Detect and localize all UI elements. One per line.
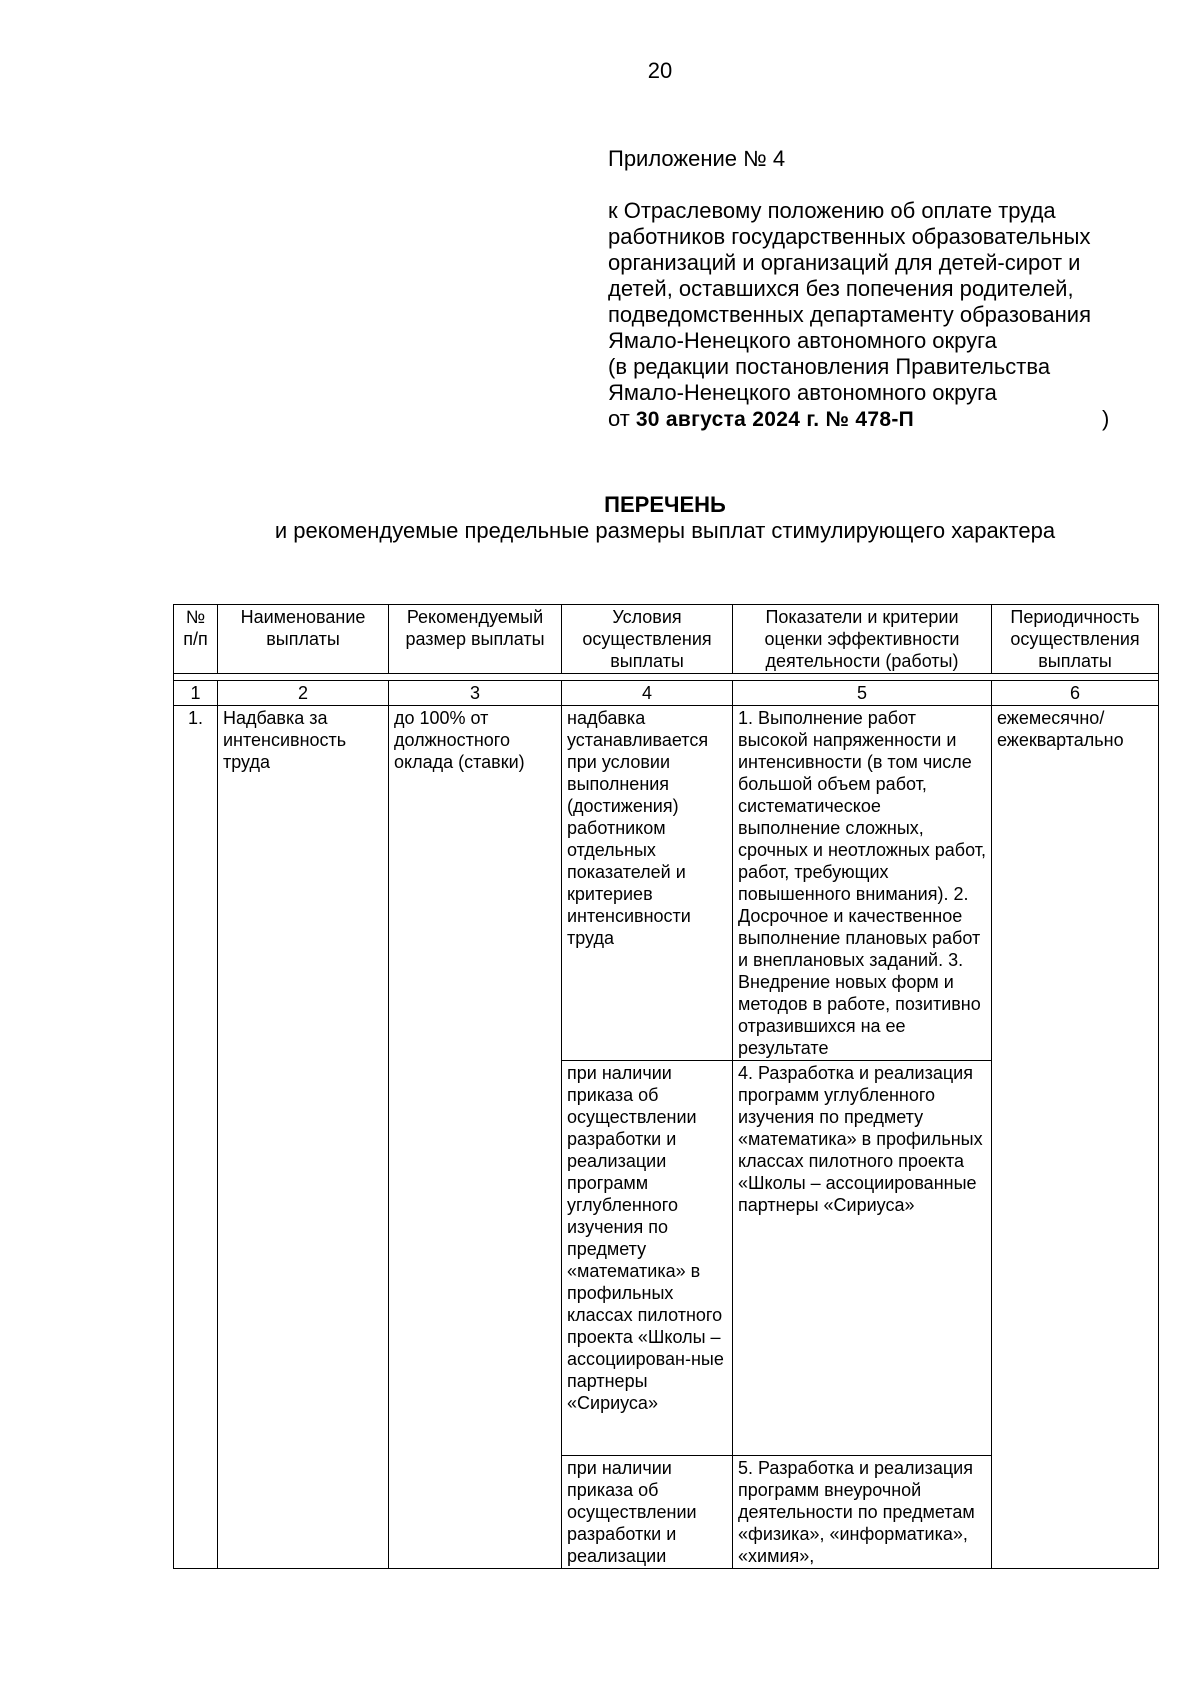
column-number: 1 [174,681,218,706]
column-number-row [174,681,1159,706]
column-number: 4 [562,681,733,706]
payment-period: ежемесячно/ ежеквартально [992,706,1159,1569]
appendix-line: к Отраслевому положению об оплате труда [608,198,1056,223]
column-header: Наименование выплаты [218,605,389,674]
column-header: № п/п [174,605,218,674]
column-header: Условия осуществления выплаты [562,605,733,674]
payment-condition: при наличии приказа об осуществлении разработки и реализации программ углубленного изучения по предмету «математика» в профильных классах пилотного проекта «Школы – ассоциирован-ные партнеры «Сириуса» [562,1061,733,1456]
heading-title: ПЕРЕЧЕНЬ [604,492,726,517]
closing-parenthesis: ) [1102,406,1110,431]
column-header: Рекомендуемый размер выплаты [389,605,562,674]
column-number: 6 [992,681,1159,706]
registration-stamp: 30 августа 2024 г. № 478-П [635,408,915,431]
appendix-line: работников государственных образовательных [608,224,1091,249]
page-number: 20 [647,58,673,83]
evaluation-criteria: 5. Разработка и реализация программ внеурочной деятельности по предметам «физика», «информатика», «химия», [733,1456,992,1569]
appendix-line: подведомственных департаменту образования [608,302,1092,327]
approval-line [608,406,1168,433]
appendix-line: организаций и организаций для детей-сирот и [608,250,1081,275]
payment-name: Надбавка за интенсивность труда [218,706,389,1569]
appendix-title: Приложение № 4 [608,146,786,171]
from-label: от [608,406,630,431]
appendix-line: детей, оставшихся без попечения родителей, [608,276,1074,301]
column-number: 5 [733,681,992,706]
evaluation-criteria: 4. Разработка и реализация программ углубленного изучения по предмету «математика» в профильных классах пилотного проекта «Школы – ассоциированные партнеры «Сириуса» [733,1061,992,1456]
document-heading [0,492,1200,544]
table-header-row [174,605,1159,674]
evaluation-criteria: 1. Выполнение работ высокой напряженности и интенсивности (в том числе большой объем работ, систематическое выполнение сложных, срочных и неотложных работ, работ, требующих повышенного внимания). 2. Досрочное и качественное выполнение плановых работ и внеплановых заданий. 3. Внедрение новых форм и методов в работе, позитивно отразившихся на ее результате [733,706,992,1061]
appendix-block [608,146,1168,433]
appendix-line: Ямало-Ненецкого автономного округа [608,380,997,405]
header-separator [174,674,1159,681]
appendix-line: (в редакции постановления Правительства [608,354,1051,379]
table-row [174,706,1159,1061]
payment-size: до 100% от должностного оклада (ставки) [389,706,562,1569]
column-number: 3 [389,681,562,706]
appendix-line: Ямало-Ненецкого автономного округа [608,328,997,353]
heading-subtitle: и рекомендуемые предельные размеры выплат стимулирующего характера [274,518,1056,543]
column-header: Показатели и критерии оценки эффективности деятельности (работы) [733,605,992,674]
payments-table [173,604,1159,1569]
column-header: Периодичность осуществления выплаты [992,605,1159,674]
payment-condition: при наличии приказа об осуществлении разработки и реализации [562,1456,733,1569]
payment-condition: надбавка устанавливается при условии выполнения (достижения) работником отдельных показателей и критериев интенсивности труда [562,706,733,1061]
row-number: 1. [174,706,218,1569]
column-number: 2 [218,681,389,706]
